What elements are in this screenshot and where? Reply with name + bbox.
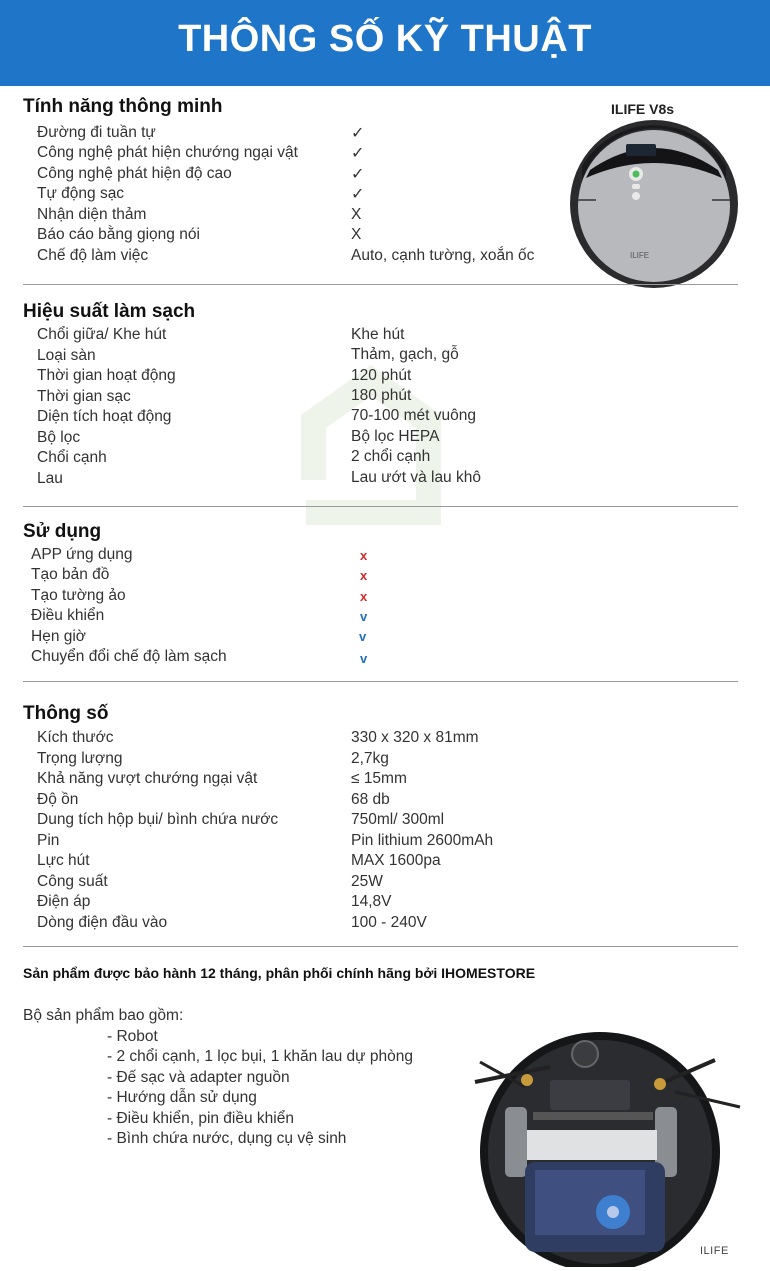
spec-value: Bộ lọc HEPA — [351, 428, 440, 445]
spec-label: Tạo bản đồ — [31, 566, 110, 583]
spec-label: Công suất — [37, 873, 108, 890]
package-item: - 2 chổi cạnh, 1 lọc bụi, 1 khăn lau dự phòng — [107, 1048, 413, 1065]
header-banner — [0, 0, 770, 86]
spec-label: Pin — [37, 832, 60, 849]
check-mark-icon: v — [360, 609, 368, 624]
spec-label: Công nghệ phát hiện độ cao — [37, 165, 232, 182]
spec-value: 750ml/ 300ml — [351, 811, 445, 828]
spec-label: APP ứng dụng — [31, 546, 133, 563]
spec-label: Chuyển đổi chế độ làm sạch — [31, 648, 227, 665]
spec-label: Độ ồn — [37, 791, 79, 808]
spec-value: ≤ 15mm — [351, 770, 407, 787]
spec-label: Khả năng vượt chướng ngại vật — [37, 770, 258, 787]
spec-label: Chế độ làm việc — [37, 247, 149, 264]
spec-value: X — [351, 226, 362, 243]
spec-label: Báo cáo bằng giọng nói — [37, 226, 200, 243]
spec-value: Lau ướt và lau khô — [351, 469, 481, 486]
spec-value: 100 - 240V — [351, 914, 427, 931]
section-title-smart-features: Tính năng thông minh — [23, 96, 223, 117]
spec-label: Loại sàn — [37, 347, 96, 364]
robot-brand-text: ILIFE — [630, 251, 650, 260]
spec-label: Kích thước — [37, 729, 114, 746]
spec-label: Bộ lọc — [37, 429, 81, 446]
spec-value: Pin lithium 2600mAh — [351, 832, 494, 849]
section-divider — [23, 506, 738, 507]
spec-label: Dung tích hộp bụi/ bình chứa nước — [37, 811, 279, 828]
spec-value: 2 chổi cạnh — [351, 448, 431, 465]
cross-mark-icon: x — [360, 589, 368, 604]
package-item: - Bình chứa nước, dụng cụ vệ sinh — [107, 1130, 347, 1147]
check-icon: ✓ — [351, 166, 365, 183]
spec-value: 14,8V — [351, 893, 392, 910]
check-icon: ✓ — [351, 145, 365, 162]
package-item: - Đế sạc và adapter nguồn — [107, 1069, 290, 1086]
robot-bottom-view-image — [455, 1012, 755, 1267]
spec-label: Thời gian hoạt động — [37, 367, 176, 384]
spec-value: 70-100 mét vuông — [351, 407, 476, 424]
robot-bottom-brand: ILIFE — [700, 1245, 729, 1257]
spec-value: Thảm, gạch, gỗ — [351, 346, 459, 363]
spec-value: 68 db — [351, 791, 390, 808]
check-mark-icon: v — [360, 651, 368, 666]
spec-value: Auto, cạnh tường, xoắn ốc — [351, 247, 535, 264]
warranty-text: Sản phẩm được bảo hành 12 tháng, phân phối chính hãng bởi IHOMESTORE — [23, 965, 536, 981]
section-divider — [23, 946, 738, 947]
spec-value: 180 phút — [351, 387, 412, 404]
spec-label: Chổi cạnh — [37, 449, 107, 466]
spec-label: Đường đi tuần tự — [37, 124, 156, 141]
package-item: - Robot — [107, 1028, 158, 1045]
package-item: - Điều khiển, pin điều khiển — [107, 1110, 294, 1127]
spec-value: 25W — [351, 873, 383, 890]
spec-value: MAX 1600pa — [351, 852, 441, 869]
section-divider — [23, 681, 738, 682]
spec-value: 330 x 320 x 81mm — [351, 729, 479, 746]
spec-label: Điều khiển — [31, 607, 105, 624]
section-divider — [23, 284, 738, 285]
page-title: THÔNG SỐ KỸ THUẬT — [178, 18, 592, 60]
spec-label: Thời gian sạc — [37, 388, 131, 405]
spec-label: Lau — [37, 470, 63, 487]
spec-value: Khe hút — [351, 326, 405, 343]
cross-mark-icon: x — [360, 568, 368, 583]
spec-label: Chổi giữa/ Khe hút — [37, 326, 167, 343]
spec-label: Hẹn giờ — [31, 628, 86, 645]
package-item: - Hướng dẫn sử dụng — [107, 1089, 257, 1106]
spec-label: Dòng điện đầu vào — [37, 914, 168, 931]
section-title-usage: Sử dụng — [23, 521, 102, 542]
robot-model-label: ILIFE V8s — [611, 101, 675, 117]
spec-label: Nhận diện thảm — [37, 206, 147, 223]
check-icon: ✓ — [351, 186, 365, 203]
spec-value: 120 phút — [351, 367, 412, 384]
section-title-specs: Thông số — [23, 703, 109, 724]
spec-label: Tạo tường ảo — [31, 587, 126, 604]
robot-top-view-image — [568, 118, 740, 290]
spec-label: Diện tích hoạt động — [37, 408, 172, 425]
spec-label: Tự động sạc — [37, 185, 125, 202]
check-mark-icon: v — [359, 629, 367, 644]
package-title: Bộ sản phẩm bao gồm: — [23, 1007, 184, 1024]
check-icon: ✓ — [351, 125, 365, 142]
spec-value: 2,7kg — [351, 750, 389, 767]
section-title-cleaning: Hiệu suất làm sạch — [23, 301, 196, 322]
spec-label: Lực hút — [37, 852, 90, 869]
spec-label: Công nghệ phát hiện chướng ngại vật — [37, 144, 298, 161]
cross-mark-icon: x — [360, 548, 368, 563]
spec-label: Trọng lượng — [37, 750, 123, 767]
spec-value: X — [351, 206, 362, 223]
spec-label: Điện áp — [37, 893, 91, 910]
